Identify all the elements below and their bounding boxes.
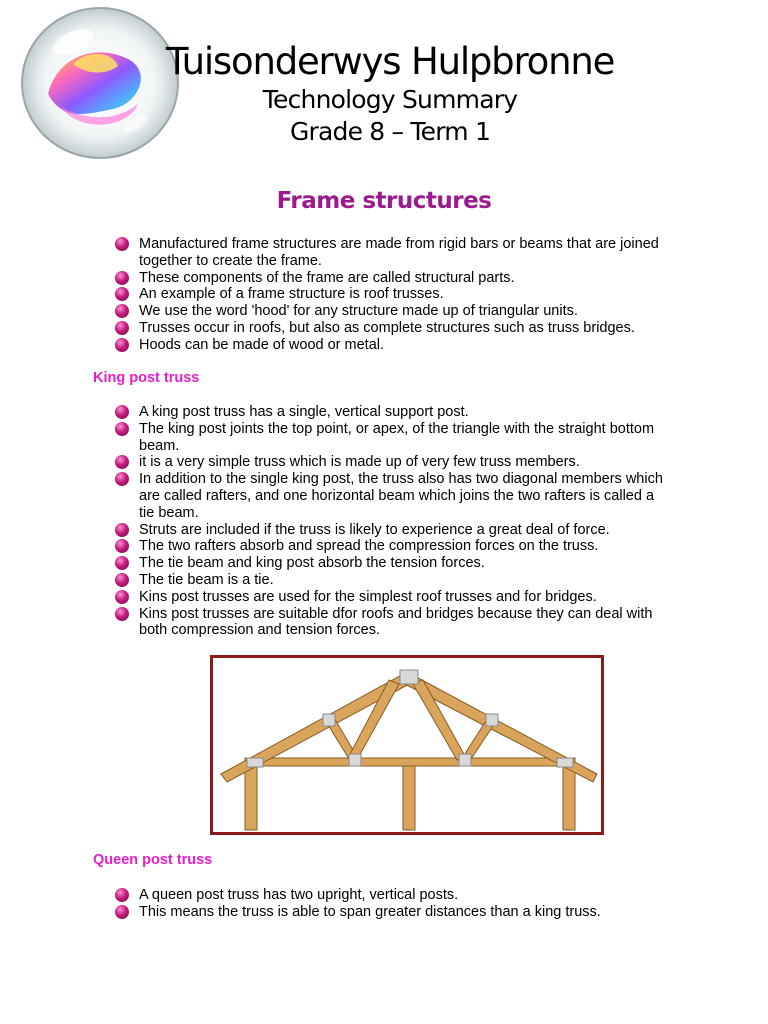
bullet-icon [115,237,129,251]
title-block [120,40,660,148]
king-post-list [112,404,672,639]
bullet-icon [115,271,129,285]
bullet-icon [115,905,129,919]
bullet-icon [115,573,129,587]
list-item: An example of a frame structure is roof trusses. [112,286,672,303]
heading-king-post-truss: King post truss [93,370,200,386]
bullet-icon [115,888,129,902]
list-item: Manufactured frame structures are made from rigid bars or beams that are joined together to create the frame. [112,236,672,270]
bullet-icon [115,455,129,469]
list-item: A king post truss has a single, vertical support post. [112,404,672,421]
roof-truss-illustration [213,658,601,832]
list-item: This means the truss is able to span greater distances than a king truss. [112,904,672,921]
bullet-icon [115,338,129,352]
bullet-icon [115,321,129,335]
page-subtitle: Technology Summary [262,85,518,114]
list-item: The king post joints the top point, or apex, of the triangle with the straight bottom beam. [112,421,672,455]
list-item: it is a very simple truss which is made up of very few truss members. [112,454,672,471]
list-item: A queen post truss has two upright, vertical posts. [112,887,672,904]
list-item: In addition to the single king post, the truss also has two diagonal members which are called rafters, and one horizontal beam which joins the two rafters is called a tie beam. [112,471,672,521]
section-heading-frame-structures: Frame structures [276,188,492,214]
list-item: Kins post trusses are suitable dfor roofs and bridges because they can deal with both compression and tension forces. [112,606,672,640]
bullet-icon [115,590,129,604]
bullet-icon [115,472,129,486]
bullet-icon [115,556,129,570]
roof-truss-figure [210,655,604,835]
list-item: The two rafters absorb and spread the compression forces on the truss. [112,538,672,555]
list-item: These components of the frame are called structural parts. [112,270,672,287]
bullet-icon [115,539,129,553]
queen-post-list [112,887,672,921]
bullet-icon [115,422,129,436]
list-item: Kins post trusses are used for the simplest roof trusses and for bridges. [112,589,672,606]
bullet-icon [115,523,129,537]
page-title: Tuisonderwys Hulpbronne [165,40,615,83]
bullet-icon [115,287,129,301]
bullet-icon [115,304,129,318]
list-item: Hoods can be made of wood or metal. [112,337,672,354]
list-item: Struts are included if the truss is likely to experience a great deal of force. [112,522,672,539]
list-item: We use the word 'hood' for any structure made up of triangular units. [112,303,672,320]
bullet-icon [115,607,129,621]
frame-structures-list [112,236,672,354]
list-item: The tie beam and king post absorb the tension forces. [112,555,672,572]
heading-queen-post-truss: Queen post truss [93,852,213,868]
list-item: Trusses occur in roofs, but also as complete structures such as truss bridges. [112,320,672,337]
list-item: The tie beam is a tie. [112,572,672,589]
grade-term: Grade 8 – Term 1 [289,117,491,146]
bullet-icon [115,405,129,419]
